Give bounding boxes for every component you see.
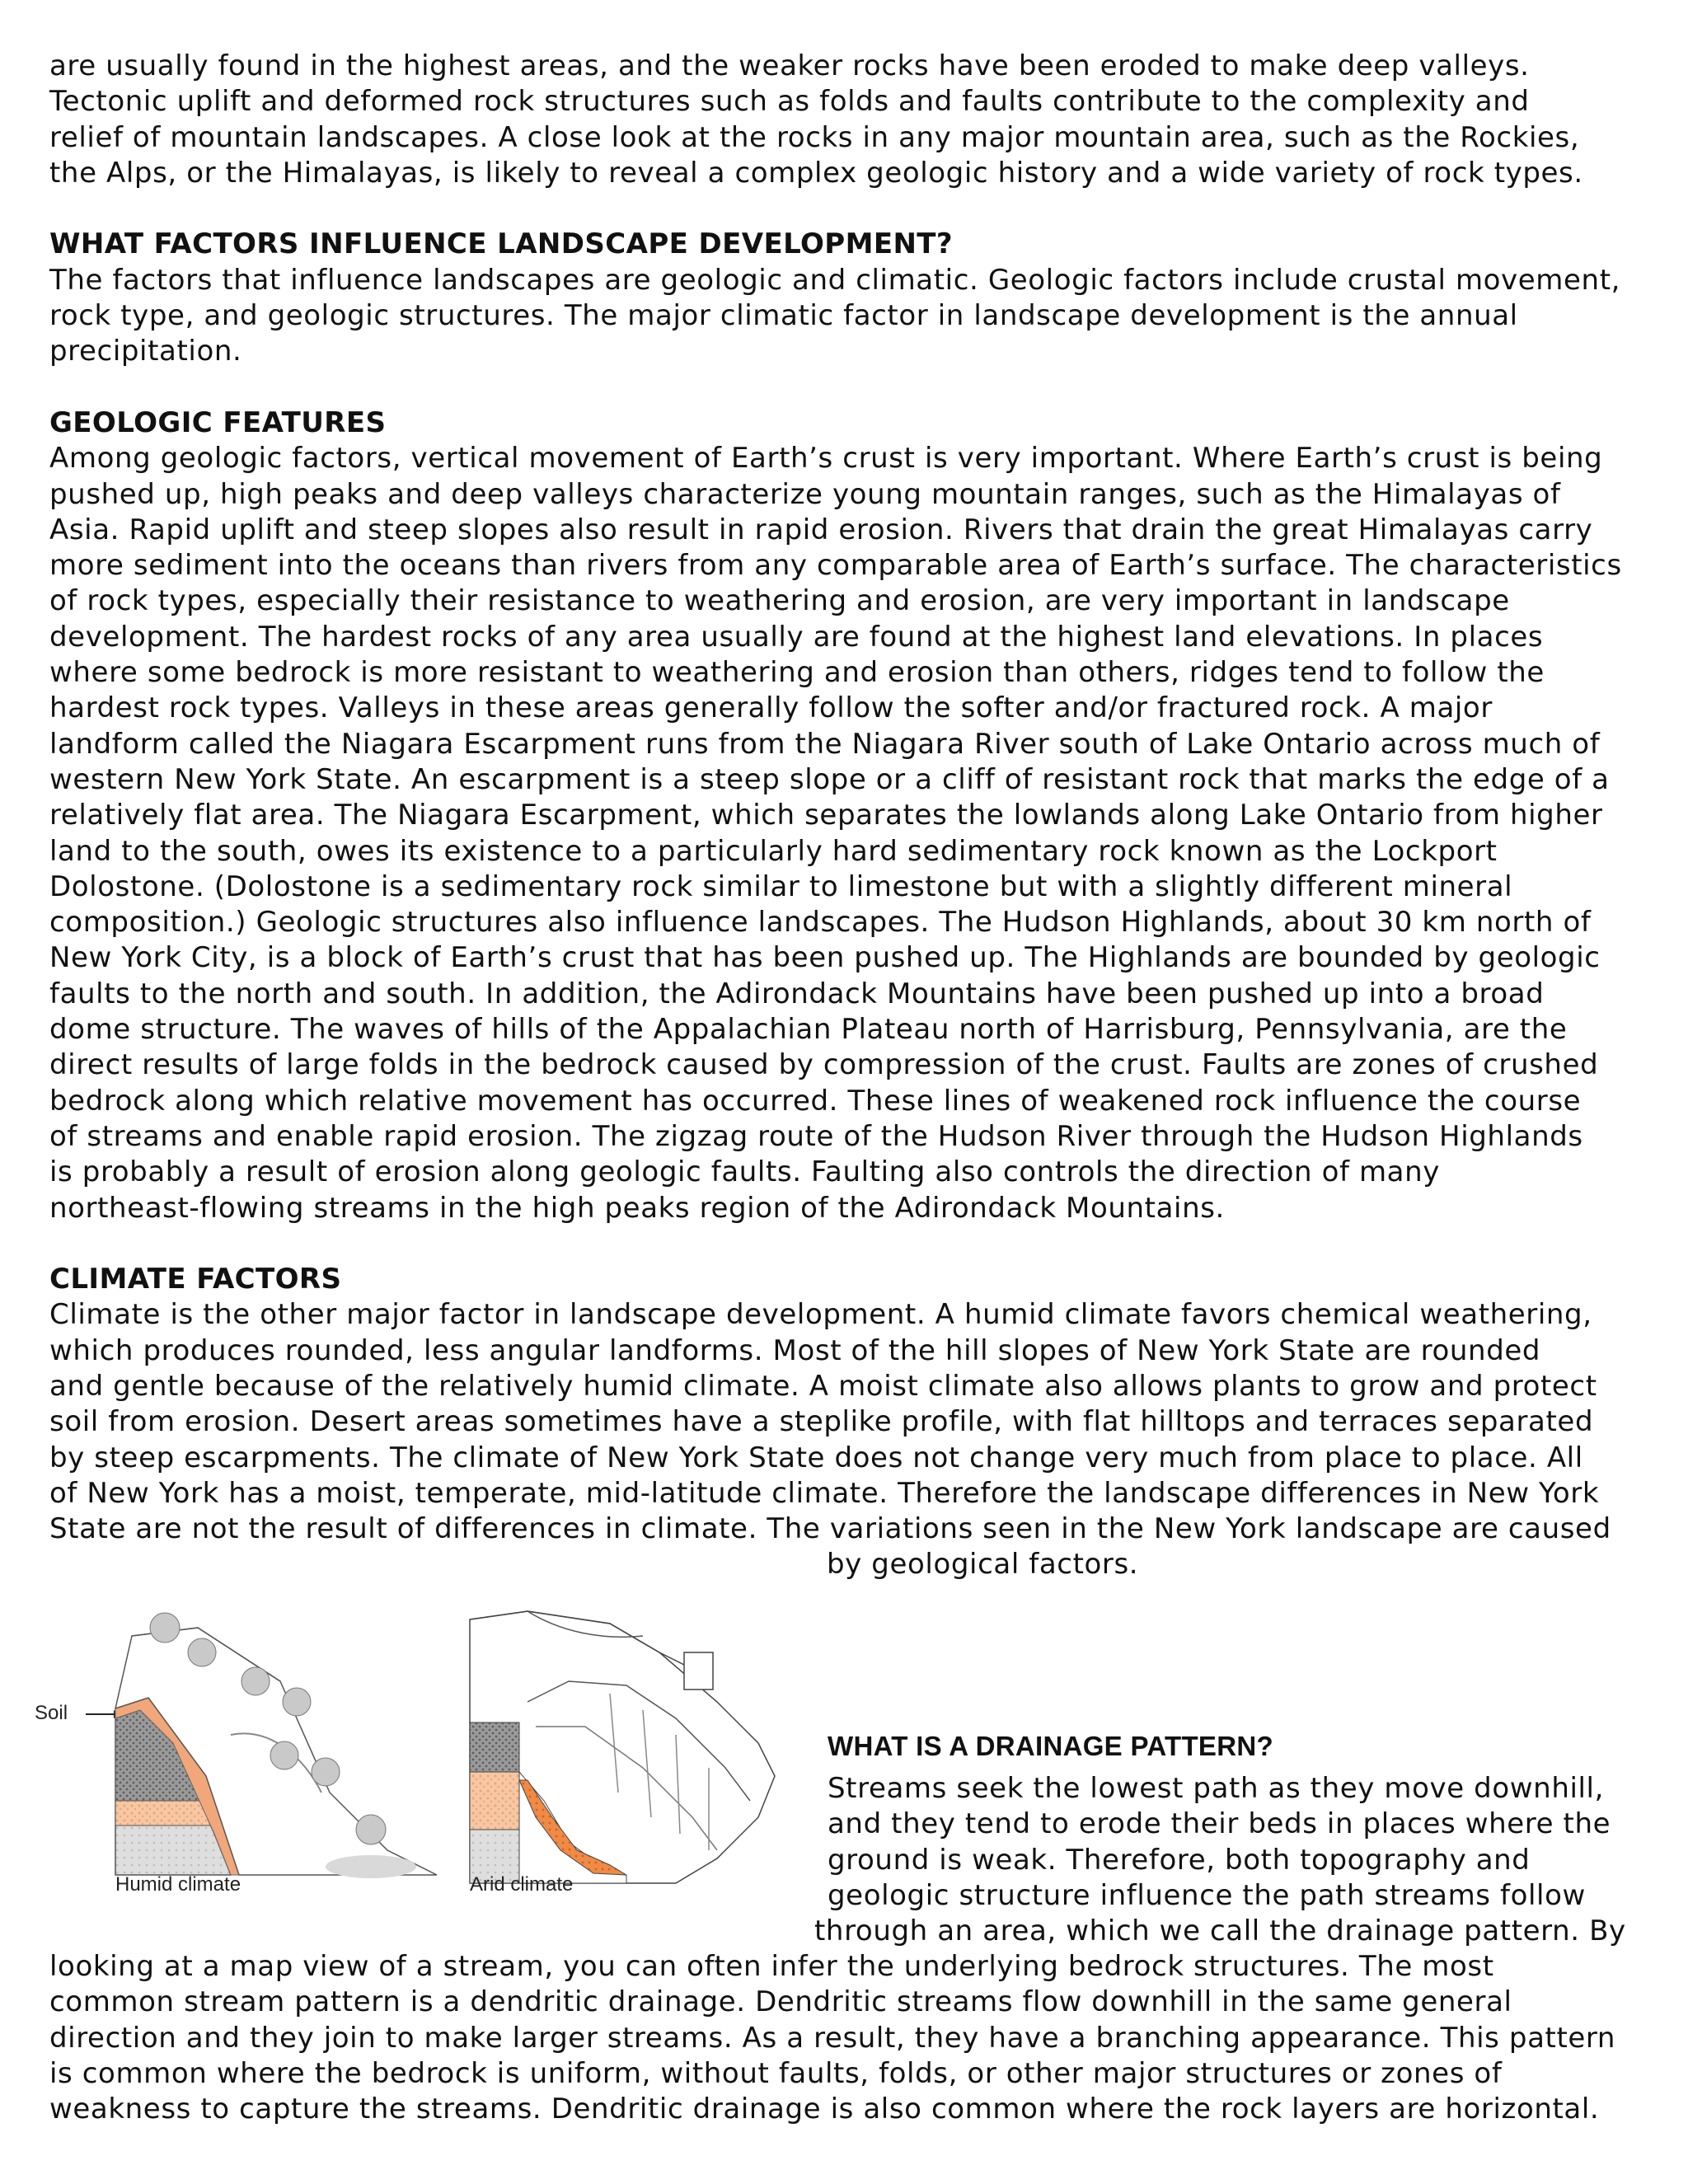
text-line: faults to the north and south. In addition, the Adirondack Mountains have been pushed up into a broad (49, 977, 1545, 1010)
main-text (49, 49, 1657, 1583)
text-line: of rock types, especially their resistance to weathering and erosion, are very important in landscape (49, 584, 1510, 618)
humid-climate-diagram (115, 1613, 437, 1878)
text-line: of New York has a moist, temperate, mid-latitude climate. Therefore the landscape differences in New York (49, 1476, 1600, 1510)
text-line: of streams and enable rapid erosion. The zigzag route of the Hudson River through the Hudson Highlands (49, 1119, 1583, 1153)
climate-heading: CLIMATE FACTORS (49, 1263, 342, 1296)
text-line: precipitation. (49, 335, 242, 368)
text-line: The factors that influence landscapes are geologic and climatic. Geologic factors include crustal movement, (49, 263, 1621, 297)
text-line: northeast-flowing streams in the high peaks region of the Adirondack Mountains. (49, 1191, 1225, 1225)
text-line: by geological factors. (827, 1548, 1139, 1582)
geologic-section (49, 405, 1657, 1226)
intro-paragraph (49, 49, 1657, 191)
factors-section (49, 227, 1657, 369)
text-line: by steep escarpments. The climate of New York State does not change very much from place to place. All (49, 1441, 1583, 1474)
text-line: Dolostone. (Dolostone is a sedimentary rock similar to limestone but with a slightly different mineral (49, 869, 1513, 903)
arid-climate-label: Arid climate (470, 1873, 574, 1896)
climate-landscape-figure (33, 1603, 816, 1900)
text-line: pushed up, high peaks and deep valleys characterize young mountain ranges, such as the Himalayas of (49, 477, 1561, 511)
text-line: geologic structure influence the path streams follow (828, 1878, 1586, 1912)
soil-label: Soil (35, 1702, 68, 1724)
drainage-heading: WHAT IS A DRAINAGE PATTERN? (828, 1731, 1273, 1761)
text-line: rock type, and geologic structures. The major climatic factor in landscape development is the annual (49, 299, 1518, 333)
drainage-side-text (814, 1771, 1652, 1949)
text-line: are usually found in the highest areas, and the weaker rocks have been eroded to make deep valleys. (49, 49, 1530, 82)
text-line: and gentle because of the relatively humid climate. A moist climate also allows plants to grow and protect (49, 1369, 1597, 1403)
arid-climate-diagram (470, 1611, 775, 1883)
text-line: Climate is the other major factor in landscape development. A humid climate favors chemical weathering, (49, 1298, 1592, 1332)
text-line: where some bedrock is more resistant to weathering and erosion than others, ridges tend to follow the (49, 656, 1545, 690)
text-line: relatively flat area. The Niagara Escarpment, which separates the lowlands along Lake Ontario from higher (49, 799, 1603, 832)
text-line: land to the south, owes its existence to a particularly hard sedimentary rock known as the Lockport (49, 834, 1498, 868)
text-line: the Alps, or the Himalayas, is likely to reveal a complex geologic history and a wide variety of rock types. (49, 156, 1583, 190)
text-line: dome structure. The waves of hills of the Appalachian Plateau north of Harrisburg, Pennsylvania, are the (49, 1013, 1568, 1047)
humid-climate-label: Humid climate (115, 1873, 241, 1896)
text-line: landform called the Niagara Escarpment runs from the Niagara River south of Lake Ontario across much of (49, 727, 1601, 761)
text-line: hardest rock types. Valleys in these areas generally follow the softer and/or fractured rock. A major (49, 691, 1493, 725)
text-line: is common where the bedrock is uniform, without faults, folds, or other major structures or zones of (49, 2056, 1503, 2090)
text-line: bedrock along which relative movement has occurred. These lines of weakened rock influence the course (49, 1084, 1582, 1118)
text-line: weakness to capture the streams. Dendritic drainage is also common where the rock layers are horizontal. (49, 2093, 1600, 2126)
text-line: relief of mountain landscapes. A close look at the rocks in any major mountain area, such as the Rockies, (49, 120, 1580, 154)
text-line: is probably a result of erosion along geologic faults. Faulting also controls the direction of many (49, 1155, 1440, 1189)
text-line: Among geologic factors, vertical movement of Earth’s crust is very important. Where Earth’s crust is being (49, 442, 1603, 476)
text-line: through an area, which we call the drainage pattern. By (814, 1915, 1626, 1948)
text-line: which produces rounded, less angular landforms. Most of the hill slopes of New York State are rounded (49, 1333, 1541, 1367)
drainage-text (49, 1949, 1657, 2127)
text-line: more sediment into the oceans than rivers from any comparable area of Earth’s surface. The characteristics (49, 549, 1622, 583)
geologic-heading: GEOLOGIC FEATURES (49, 405, 387, 439)
factors-heading: WHAT FACTORS INFLUENCE LANDSCAPE DEVELOPMENT? (49, 227, 954, 261)
text-line: and they tend to erode their beds in places where the (828, 1807, 1611, 1841)
text-line: State are not the result of differences in climate. The variations seen in the New York landscape are caused (49, 1512, 1611, 1546)
text-line: composition.) Geologic structures also influence landscapes. The Hudson Highlands, about 30 km north of (49, 906, 1592, 940)
text-line: development. The hardest rocks of any area usually are found at the highest land elevations. In places (49, 620, 1544, 654)
landscape-illustration (33, 1603, 816, 1900)
text-line: New York City, is a block of Earth’s crust that has been pushed up. The Highlands are bounded by geologic (49, 941, 1601, 975)
text-line: common stream pattern is a dendritic drainage. Dendritic streams flow downhill in the same general (49, 1985, 1512, 2019)
text-line: direction and they join to make larger streams. As a result, they have a branching appearance. This pattern (49, 2021, 1616, 2055)
text-line: direct results of large folds in the bedrock caused by compression of the crust. Faults are zones of crushed (49, 1048, 1599, 1082)
text-line: Tectonic uplift and deformed rock structures such as folds and faults contribute to the complexity and (49, 85, 1530, 119)
climate-section (49, 1262, 1657, 1583)
text-line: looking at a map view of a stream, you can often infer the underlying bedrock structures. The most (49, 1950, 1494, 1983)
text-line: Streams seek the lowest path as they move downhill, (828, 1772, 1605, 1805)
text-line: soil from erosion. Desert areas sometimes have a steplike profile, with flat hilltops and terraces separated (49, 1405, 1594, 1439)
text-line: Asia. Rapid uplift and steep slopes also result in rapid erosion. Rivers that drain the great Himalayas carry (49, 513, 1593, 546)
text-line: ground is weak. Therefore, both topography and (828, 1843, 1531, 1877)
text-line: western New York State. An escarpment is a steep slope or a cliff of resistant rock that marks the edge of a (49, 762, 1610, 796)
